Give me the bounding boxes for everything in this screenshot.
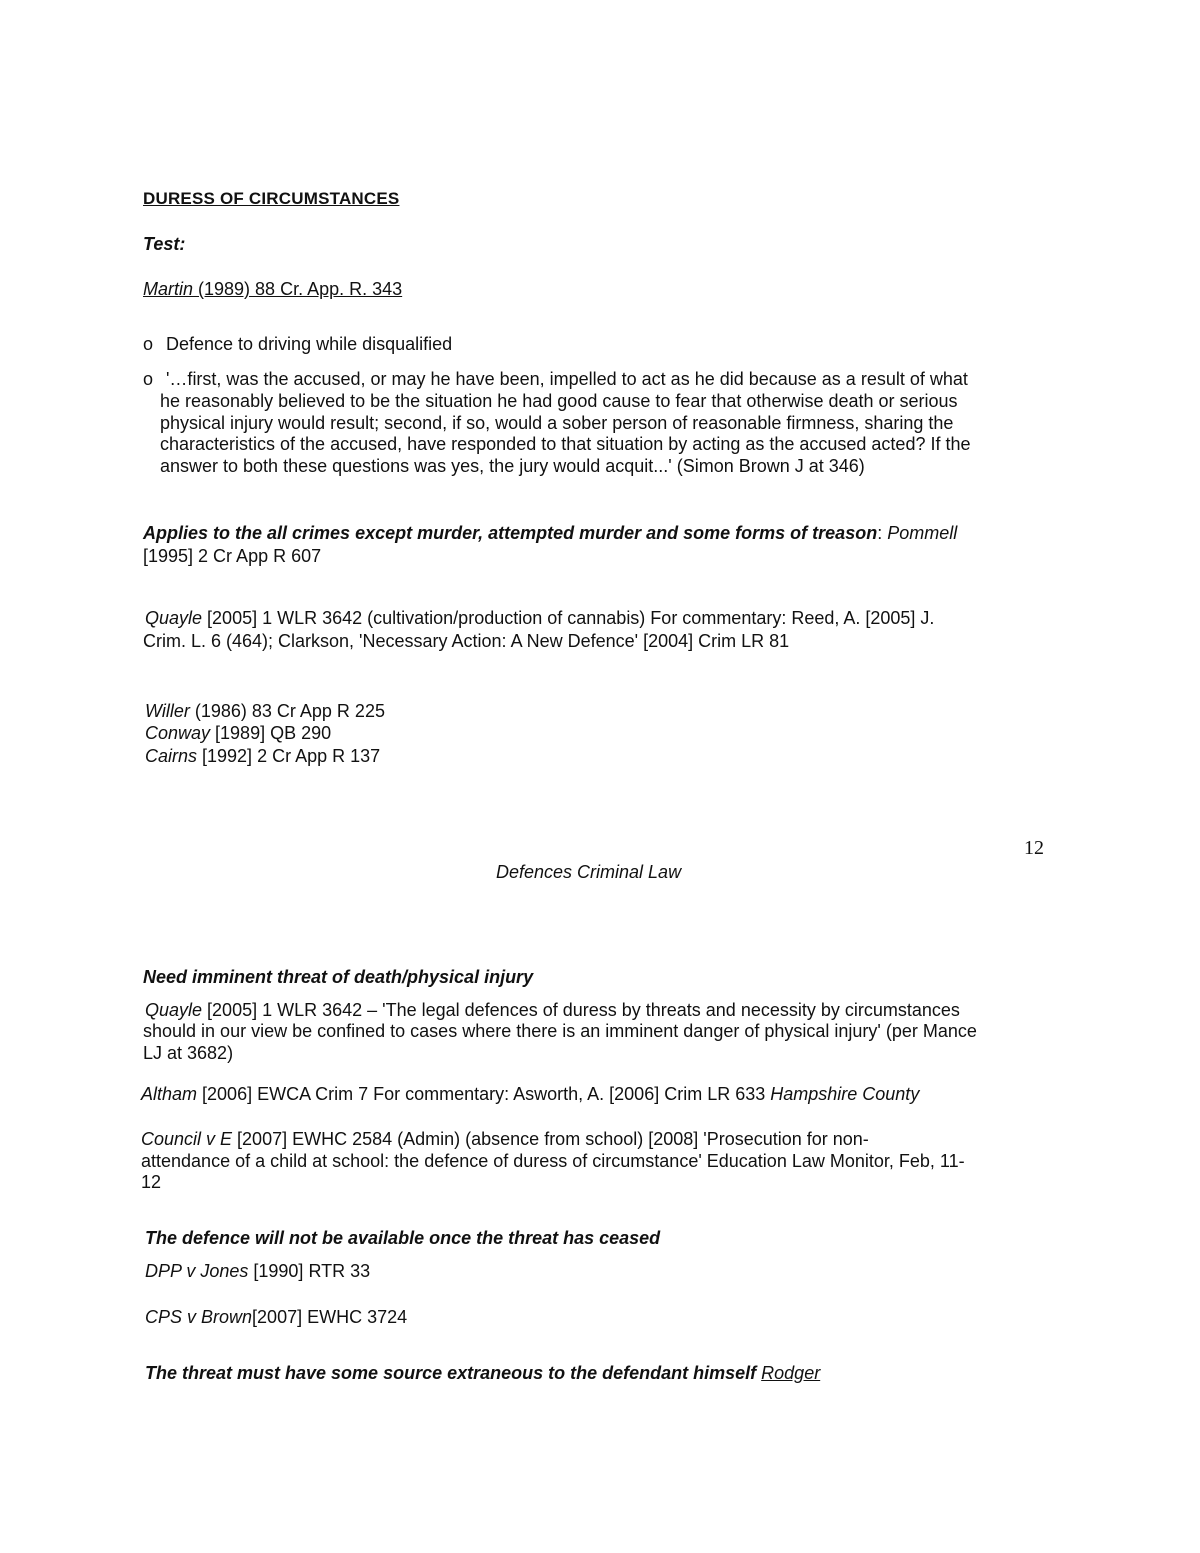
martin-citation — [143, 278, 402, 300]
willer-case: Willer — [145, 701, 190, 721]
council-line2: attendance of a child at school: the defence of duress of circumstance' Education Law Monitor, Feb, 11- — [141, 1151, 965, 1171]
quayle2-case: Quayle — [145, 1000, 203, 1020]
footer-title: Defences Criminal Law — [496, 862, 682, 882]
council-line1: [2007] EWHC 2584 (Admin) (absence from school) [2008] 'Prosecution for non- — [232, 1129, 869, 1149]
conway-case: Conway — [145, 723, 211, 743]
quayle2-citation — [145, 999, 960, 1021]
bullet-item-1: Defence to driving while disqualified — [166, 334, 453, 354]
willer-citation — [145, 700, 385, 722]
quayle-citation — [145, 607, 934, 629]
altham-rest: [2006] EWCA Crim 7 For commentary: Asworth, A. [2006] Crim LR 633 — [197, 1084, 771, 1104]
martin-case-name: Martin — [143, 279, 194, 299]
source-heading: The threat must have some source extraneous to the defendant himself — [145, 1363, 762, 1383]
dpp-case: DPP v Jones — [145, 1261, 249, 1281]
quayle2-line3: LJ at 3682) — [143, 1043, 234, 1063]
pommell-case: Pommell — [887, 523, 958, 543]
rodger-case: Rodger — [761, 1363, 821, 1383]
cairns-citation — [145, 745, 380, 767]
imminent-heading: Need imminent threat of death/physical injury — [143, 967, 534, 987]
applies-colon: : — [877, 523, 888, 543]
test-label: Test: — [143, 234, 186, 254]
applies-statement — [143, 522, 957, 544]
quote-line: answer to both these questions was yes, the jury would acquit...' (Simon Brown J at 346) — [160, 456, 865, 476]
source-statement — [145, 1362, 820, 1384]
quote-line: characteristics of the accused, have responded to that situation by acting as the accused acted? If the — [160, 434, 971, 454]
cps-citation — [145, 1306, 407, 1328]
dpp-cite: [1990] RTR 33 — [248, 1261, 371, 1281]
page-number: 12 — [1024, 837, 1044, 859]
cairns-case: Cairns — [145, 746, 198, 766]
quayle2-line1: [2005] 1 WLR 3642 – 'The legal defences of duress by threats and necessity by circumstances — [202, 1000, 960, 1020]
council-case: Council v E — [141, 1129, 233, 1149]
dpp-citation — [145, 1260, 370, 1282]
bullet-marker: o — [143, 369, 154, 389]
bullet-marker: o — [143, 334, 154, 354]
cps-case: CPS v Brown — [145, 1307, 253, 1327]
quayle-line2: Crim. L. 6 (464); Clarkson, 'Necessary Action: A New Defence' [2004] Crim LR 81 — [143, 631, 790, 651]
hampshire-text: Hampshire County — [770, 1084, 920, 1104]
applies-bold: Applies to the all crimes except murder, attempted murder and some forms of treason — [143, 523, 878, 543]
quayle2-line2: should in our view be confined to cases where there is an imminent danger of physical injury' (per Mance — [143, 1021, 977, 1041]
martin-cite: (1989) 88 Cr. App. R. 343 — [193, 279, 403, 299]
quote-line: '…first, was the accused, or may he have been, impelled to act as he did because as a result of what — [166, 369, 968, 389]
altham-case: Altham — [141, 1084, 198, 1104]
willer-cite: (1986) 83 Cr App R 225 — [189, 701, 385, 721]
conway-cite: [1989] QB 290 — [210, 723, 332, 743]
ceased-heading: The defence will not be available once the threat has ceased — [145, 1228, 661, 1248]
quote-line: he reasonably believed to be the situation he had good cause to fear that otherwise death or serious — [160, 391, 958, 411]
council-citation — [141, 1128, 869, 1150]
conway-citation — [145, 722, 331, 744]
cps-cite: [2007] EWHC 3724 — [252, 1307, 408, 1327]
pommell-cite: [1995] 2 Cr App R 607 — [143, 546, 322, 566]
quayle-case: Quayle — [145, 608, 203, 628]
council-line3: 12 — [141, 1172, 162, 1192]
section-heading: DURESS OF CIRCUMSTANCES — [143, 189, 400, 208]
quayle-line1: [2005] 1 WLR 3642 (cultivation/production of cannabis) For commentary: Reed, A. [2005] J. — [202, 608, 935, 628]
quote-line: physical injury would result; second, if so, would a sober person of reasonable firmness, sharing the — [160, 413, 954, 433]
cairns-cite: [1992] 2 Cr App R 137 — [197, 746, 381, 766]
altham-citation — [141, 1083, 919, 1105]
